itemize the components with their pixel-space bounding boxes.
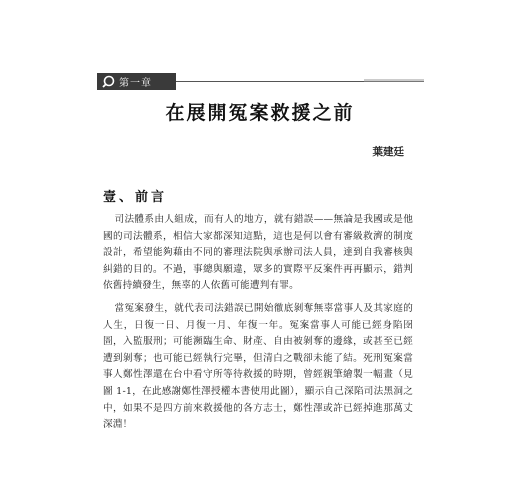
author-name: 葉建廷 [372, 146, 404, 158]
chapter-tab [97, 73, 176, 90]
section-heading: 壹、前言 [103, 190, 168, 205]
page-title: 在展開冤案救援之前 [165, 102, 355, 124]
paragraph: 當冤案發生，就代表司法錯誤已開始徹底剝奪無辜當事人及其家庭的人生，日復一日、月復一月、年復一年。冤案當事人可能已經身陷囹圄，入監服刑；可能瀕臨生命、財產、自由被剝奪的邊緣，或甚至已經遭到剝奪；也可能已經執行完畢，但清白之戰卻未能了結。死刑冤案當事人鄭性澤還在台中看守所等待救援的時期，曾經親筆繪製一幅畫（見圖 1-1，在此感謝鄭性澤授權本書使用此圖），顯示自己深陷司法黑洞之中，如果不是四方前來救援他的各方志士，鄭性澤或許已經掉進那萬丈深淵！ [103, 302, 413, 431]
magnifier-icon [102, 75, 115, 88]
body-text [103, 212, 413, 440]
chapter-divider [176, 81, 424, 82]
chapter-label: 第一章 [119, 78, 152, 89]
paragraph: 司法體系由人組成，而有人的地方，就有錯誤——無論是我國或是他國的司法體系，相信大家都深知這點，這也是何以會有審級救濟的制度設計，希望能夠藉由不同的審理法院與承辦司法人員，達到自我審核與糾錯的目的。不過，事總與願違，眾多的實際平反案件再再顯示，錯判依舊持續發生，無辜的人依舊可能遭判有罪。 [103, 214, 413, 292]
